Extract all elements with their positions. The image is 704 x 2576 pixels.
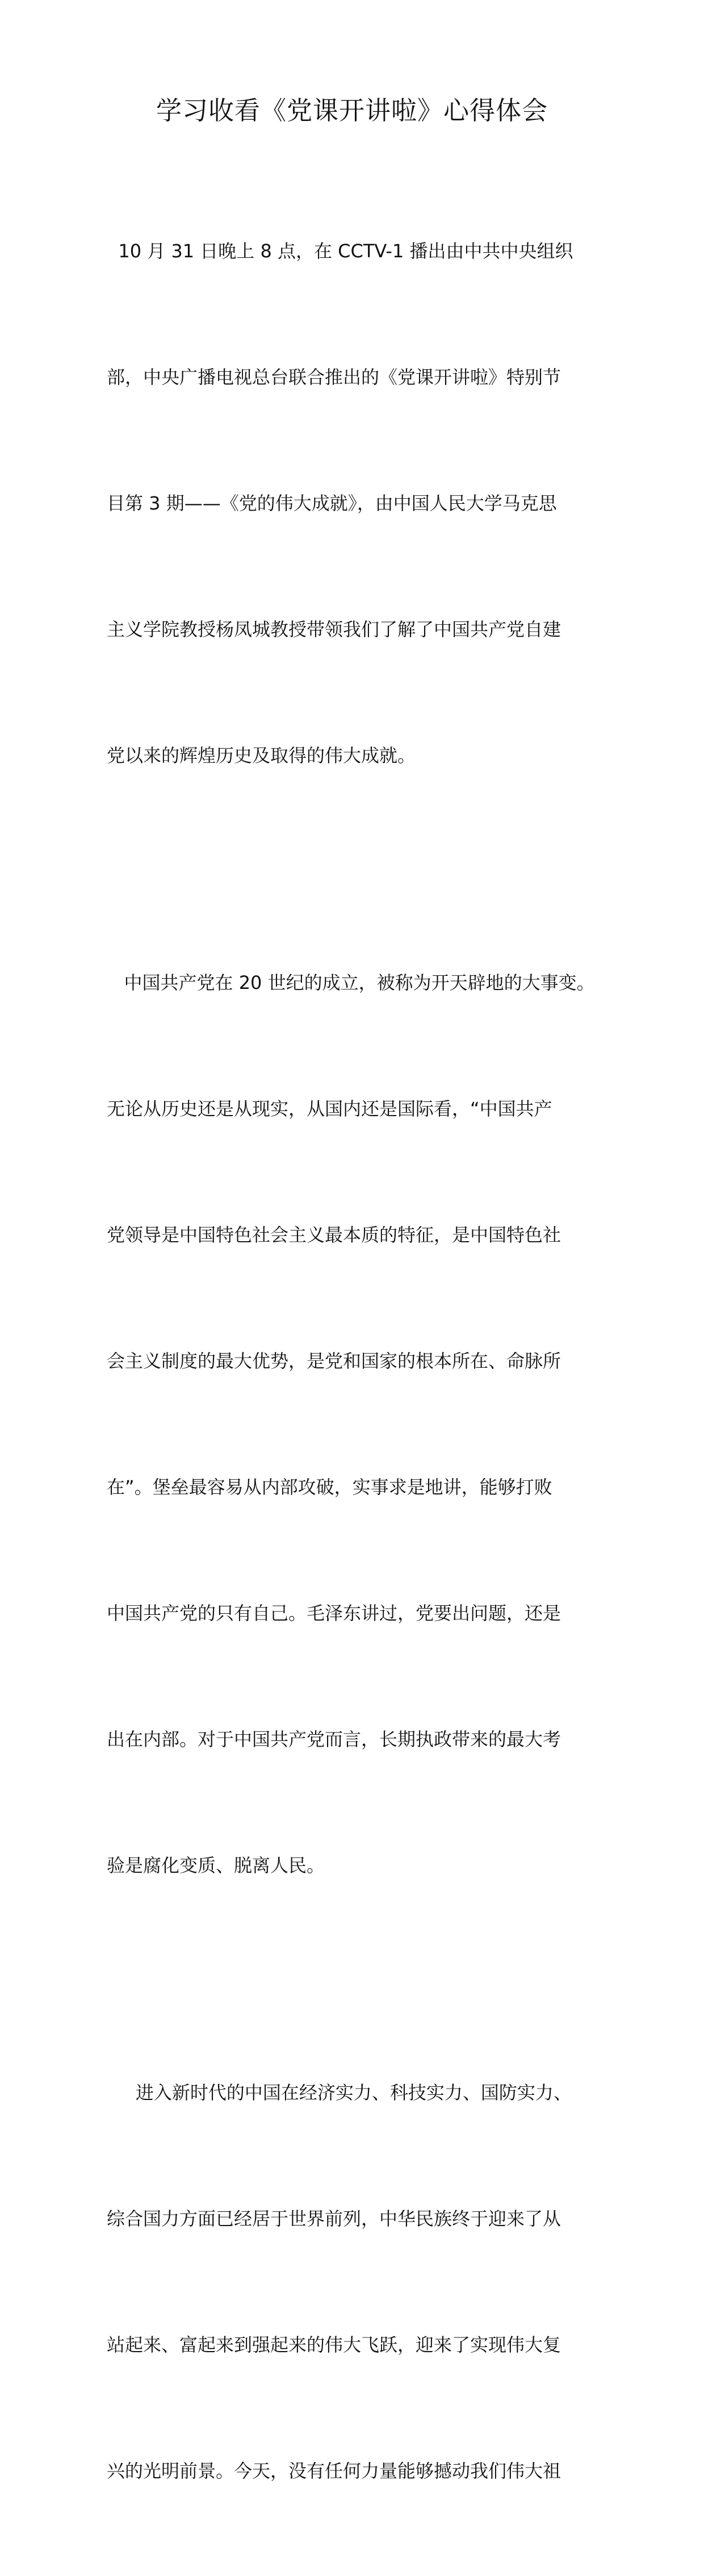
text-line: 中国共产党的只有自己。毛泽东讲过，党要出问题，还是 (107, 1602, 561, 1624)
paragraph-spacer (107, 861, 606, 878)
text-line: 10 月 31 日晚上 8 点，在 CCTV-1 播出由中共中央组织 (107, 240, 573, 262)
text-line: 无论从历史还是从现实，从国内还是国际看，“中国共产 (107, 1098, 552, 1120)
document-title: 学习收看《党课开讲啦》心得体会 (156, 95, 548, 126)
paragraph-spacer (107, 1970, 606, 1988)
text-line: 出在内部。对于中国共产党而言，长期执政带来的最大考 (107, 1729, 561, 1750)
text-line: 验是腐化变质、脱离人民。 (107, 1855, 325, 1876)
text-line: 进入新时代的中国在经济实力、科技实力、国防实力、 (107, 2082, 572, 2103)
paragraph-1 (107, 146, 606, 861)
text-line: 目第 3 期——《党的伟大成就》，由中国人民大学马克思 (107, 492, 557, 514)
document-body (107, 146, 606, 2576)
text-line: 部，中央广播电视总台联合推出的《党课开讲啦》特别节 (107, 366, 561, 388)
paragraph-3 (107, 1988, 606, 2576)
text-line: 兴的光明前景。今天，没有任何力量能够撼动我们伟大祖 (107, 2460, 561, 2482)
paragraph-2 (107, 878, 606, 1970)
text-line: 主义学院教授杨凤城教授带领我们了解了中国共产党自建 (107, 619, 561, 640)
text-line: 党领导是中国特色社会主义最本质的特征，是中国特色社 (107, 1224, 561, 1246)
text-line: 会主义制度的最大优势，是党和国家的根本所在、命脉所 (107, 1350, 561, 1372)
text-line: 综合国力方面已经居于世界前列，中华民族终于迎来了从 (107, 2208, 561, 2230)
text-line: 在”。堡垒最容易从内部攻破，实事求是地讲，能够打败 (107, 1476, 552, 1498)
text-line: 站起来、富起来到强起来的伟大飞跃，迎来了实现伟大复 (107, 2334, 561, 2356)
text-line: 党以来的辉煌历史及取得的伟大成就。 (107, 745, 416, 766)
text-line: 中国共产党在 20 世纪的成立，被称为开天辟地的大事变。 (107, 972, 595, 993)
